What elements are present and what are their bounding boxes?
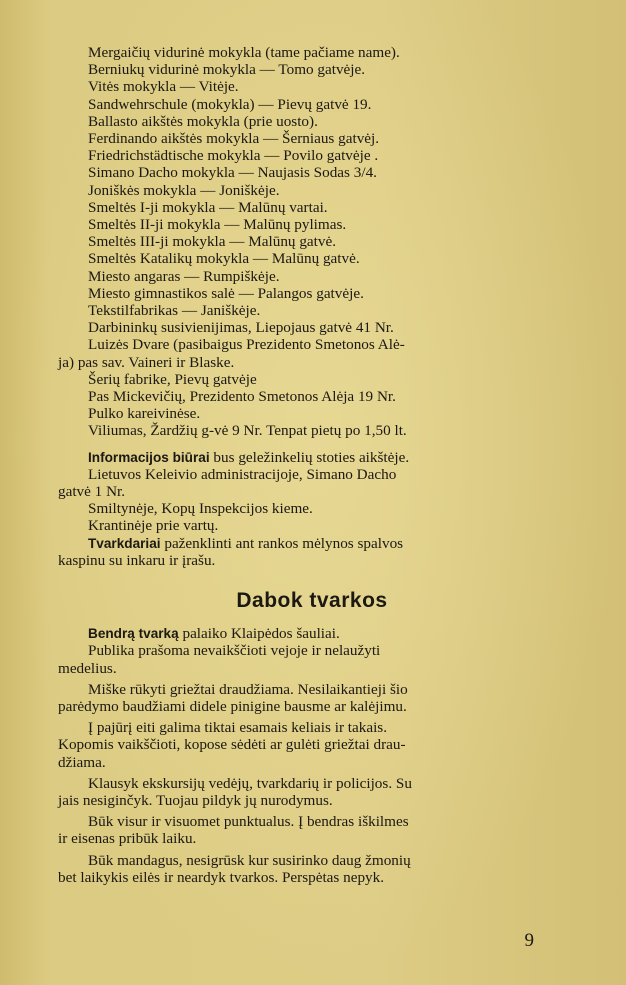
list-item: Smeltės III-ji mokykla — Malūnų gatvė. — [88, 233, 337, 251]
list-item-luizes-cont: ja) pas sav. Vaineri ir Blaske. — [58, 353, 235, 371]
tvarkdariai-text: paženklinti ant rankos mėlynos spalvos — [160, 534, 404, 552]
list-item-viliumas: Viliumas, Žardžių g-vė 9 Nr. Tenpat pietų po 1,50 lt. — [88, 422, 407, 440]
list-item: Friedrichstädtische mokykla — Povilo gatvėje . — [88, 147, 379, 165]
rule-line: ir eisenas pribūk laiku. — [58, 830, 197, 848]
list-item: Darbininkų susivienijimas, Liepojaus gatvė 41 Nr. — [88, 319, 394, 337]
rule-line: jais nesiginčyk. Tuojau pildyk jų nurodymus. — [58, 791, 333, 809]
list-item: Berniukų vidurinė mokykla — Tomo gatvėje. — [88, 61, 366, 79]
rule-line: Į pajūrį eiti galima tiktai esamais keliais ir takais. — [88, 719, 388, 737]
info-line: gatvė 1 Nr. — [58, 483, 126, 501]
rule-line: Publika prašoma nevaikščioti vejoje ir nelaužyti — [88, 642, 381, 660]
rule-line: Klausyk ekskursijų vedėjų, tvarkdarių ir policijos. Su — [88, 774, 412, 792]
venue-list — [58, 44, 576, 440]
list-item: Smeltės Katalikų mokykla — Malūnų gatvė. — [88, 250, 360, 268]
rules-section — [58, 625, 576, 886]
list-item: Ferdinando aikštės mokykla — Šerniaus gatvėj. — [88, 130, 380, 148]
list-item: Tekstilfabrikas — Janiškėje. — [88, 302, 261, 320]
info-heading: Informacijos biūrai — [88, 449, 210, 465]
info-section — [58, 448, 576, 569]
bendra-text: palaiko Klaipėdos šauliai. — [178, 625, 340, 643]
info-line: Krantinėje prie vartų. — [88, 517, 219, 535]
tvarkdariai-text-cont: kaspinu su inkaru ir įrašu. — [58, 551, 216, 569]
bendra-heading: Bendrą tvarką — [88, 626, 179, 642]
list-item: Joniškės mokykla — Joniškėje. — [88, 181, 280, 199]
info-line: Smiltynėje, Kopų Inspekcijos kieme. — [88, 500, 313, 518]
page-number: 9 — [524, 930, 534, 951]
rule-line: medelius. — [58, 659, 117, 677]
list-item: Šerių fabrike, Pievų gatvėje — [88, 370, 257, 388]
rule-line: Miške rūkyti griežtai draudžiama. Nesilaikantieji šio — [88, 680, 408, 698]
rule-line: Kopomis vaikščioti, kopose sėdėti ar gulėti griežtai drau- — [58, 736, 406, 754]
rule-line: Būk visur ir visuomet punktualus. Į bendras iškilmes — [88, 813, 409, 831]
info-line: Lietuvos Keleivio administracijoje, Simano Dacho — [88, 465, 397, 483]
rule-line: parėdymo baudžiami didele pinigine bausme ar kalėjimu. — [58, 697, 407, 715]
list-item: Ballasto aikštės mokykla (prie uosto). — [88, 112, 318, 130]
list-item-luizes: Luizės Dvare (pasibaigus Prezidento Smetonos Alė- — [88, 336, 405, 354]
list-item: Sandwehrschule (mokykla) — Pievų gatvė 19. — [88, 95, 372, 113]
list-item: Pulko kareivinėse. — [88, 405, 201, 423]
list-item: Smeltės II-ji mokykla — Malūnų pylimas. — [88, 216, 347, 234]
info-text: bus geležinkelių stoties aikštėje. — [209, 448, 410, 466]
tvarkdariai-heading: Tvarkdariai — [88, 535, 161, 551]
list-item: Miesto angaras — Rumpiškėje. — [88, 267, 280, 285]
list-item: Vitės mokykla — Vitėje. — [88, 78, 239, 96]
list-item: Miesto gimnastikos salė — Palangos gatvėje. — [88, 284, 364, 302]
rule-line: džiama. — [58, 753, 106, 771]
list-item: Mergaičių vidurinė mokykla (tame pačiame name). — [88, 44, 400, 61]
section-title: Dabok tvarkos — [236, 589, 388, 613]
list-item: Simano Dacho mokykla — Naujasis Sodas 3/4. — [88, 164, 377, 182]
rule-line: Būk mandagus, nesigrūsk kur susirinko daug žmonių — [88, 851, 411, 869]
list-item: Pas Mickevičių, Prezidento Smetonos Alėja 19 Nr. — [88, 388, 396, 406]
rule-line: bet laikykis eilės ir neardyk tvarkos. Perspėtas nepyk. — [58, 868, 385, 886]
list-item: Smeltės I-ji mokykla — Malūnų vartai. — [88, 198, 328, 216]
